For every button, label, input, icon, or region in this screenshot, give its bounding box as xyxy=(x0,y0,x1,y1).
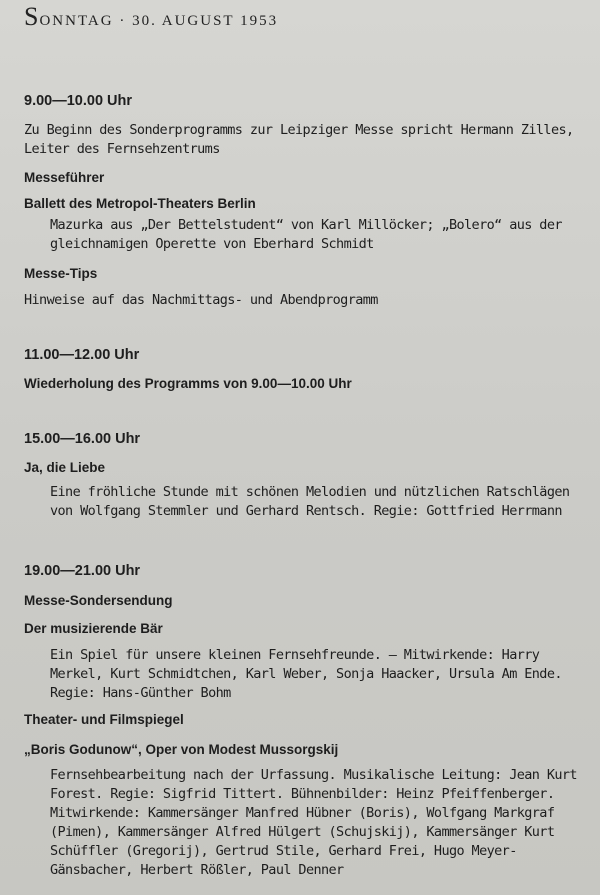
program-title-messe-sondersendung: Messe-Sondersendung xyxy=(24,593,173,608)
slot-time-2: 11.00—12.00 Uhr xyxy=(24,347,140,363)
program-title-ballett: Ballett des Metropol-Theaters Berlin xyxy=(24,196,256,211)
page-header xyxy=(24,2,278,32)
program-desc-boris-godunow: Fernsehbearbeitung nach der Urfassung. Musikalische Leitung: Jean Kurt Forest. Regie: Sigfrid Tittert. Bühnenbilder: Heinz Pfeiffenberger. Mitwirkende: Kammersänger Manfred Hübner (Boris), Wolfgang Markgraf (Pimen), Kammersänger Alfred Hülgert (Schujskij), Kammersänger Kurt Schüffler (Gregorij), Gertrud Stile, Gerhard Frei, Hugo Meyer-Gänsbacher, Herbert Rößler, Paul Denner xyxy=(50,767,577,878)
slot-intro-1: Zu Beginn des Sonderprogramms zur Leipziger Messe spricht Hermann Zilles, Leiter des Fernsehzentrums xyxy=(24,122,574,157)
slot-time-4: 19.00—21.00 Uhr xyxy=(24,563,141,579)
header-day-rest: ONNTAG xyxy=(39,13,114,29)
header-day-initial: S xyxy=(24,2,40,31)
program-title-baer: Der musizierende Bär xyxy=(24,621,163,636)
program-desc-ballett: Mazurka aus „Der Bettelstudent“ von Karl Millöcker; „Bolero“ aus der gleichnamigen Operette von Eberhard Schmidt xyxy=(50,217,562,252)
slot-time-1: 9.00—10.00 Uhr xyxy=(24,93,133,109)
header-date: · 30. AUGUST 1953 xyxy=(113,13,279,29)
program-desc-messe-tips: Hinweise auf das Nachmittags- und Abendprogramm xyxy=(24,292,378,308)
program-desc-ja-die-liebe: Eine fröhliche Stunde mit schönen Melodien und nützlichen Ratschlägen von Wolfgang Stemmler und Gerhard Rentsch. Regie: Gottfried Herrmann xyxy=(50,484,570,519)
program-title-messe-tips: Messe-Tips xyxy=(24,266,98,281)
program-title-messefuehrer: Messeführer xyxy=(24,170,105,185)
program-title-theater-filmspiegel: Theater- und Filmspiegel xyxy=(24,712,184,727)
program-title-ja-die-liebe: Ja, die Liebe xyxy=(24,460,106,475)
slot-time-3: 15.00—16.00 Uhr xyxy=(24,431,141,447)
program-desc-baer: Ein Spiel für unsere kleinen Fernsehfreunde. — Mitwirkende: Harry Merkel, Kurt Schmidtchen, Karl Weber, Sonja Haacker, Ursula Am Ende. Regie: Hans-Günther Bohm xyxy=(50,647,562,701)
program-title-wiederholung: Wiederholung des Programms von 9.00—10.00 Uhr xyxy=(24,376,352,391)
program-title-boris-godunow: „Boris Godunow“, Oper von Modest Mussorgskij xyxy=(24,742,339,757)
